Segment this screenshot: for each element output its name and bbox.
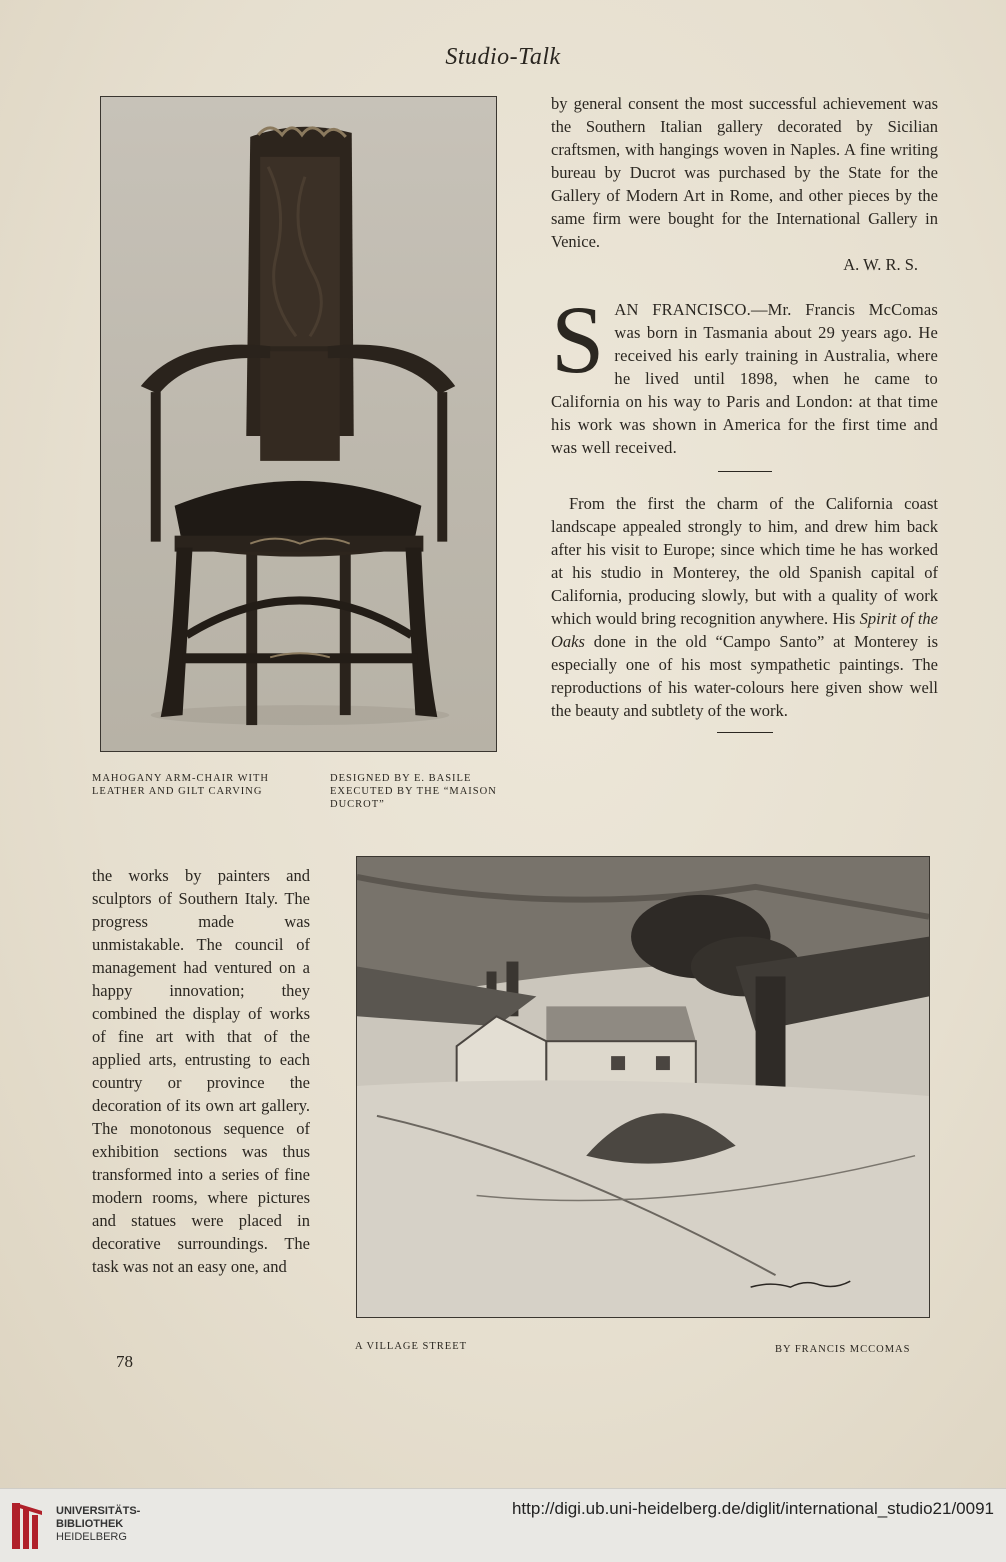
right-text-column [551,92,938,733]
chair-photograph [100,96,497,752]
san-francisco-section [551,286,938,459]
left-text-column [92,864,310,1278]
para-gallery: by general consent the most successful achievement was the Southern Italian gallery decorated by Sicilian craftsmen, with hangings woven in Naples. A fine writing bureau by Ducrot was purchased by the State for the Gallery of Modern Art in Rome, and other pieces by the same firm were bought for the International Gallery in Venice. [551,94,938,251]
closing-rule [717,732,773,733]
sketch-caption-left: A VILLAGE STREET [355,1341,468,1352]
author-signature: A. W. R. S. [843,255,918,274]
village-street-sketch [356,856,930,1318]
page-number: 78 [116,1352,133,1371]
heidelberg-library-logo-icon [12,1501,46,1551]
chair-caption-left: MAHOGANY ARM-CHAIR WITH LEATHER AND GILT CARVING [92,773,269,797]
section-rule [718,471,772,472]
sketch-caption-right: BY FRANCIS MCCOMAS [775,1344,911,1355]
source-url-link[interactable]: http://digi.ub.uni-heidelberg.de/diglit/international_studio21/0091 [511,1499,994,1518]
painting-title: Spirit of the Oaks [551,609,938,651]
library-footer [0,1488,1006,1562]
para-mccomas-intro: AN FRANCISCO.—Mr. Francis McComas was born in Tasmania about 29 years ago. He received his early training in Australia, where he lived until 1898, when he came to California on his way to Paris and London: at that time his work was shown in America for the first time and was well received. [551,300,938,457]
chair-caption-right: DESIGNED BY E. BASILE EXECUTED BY THE “MAISON DUCROT” [330,773,497,810]
signature-line [551,253,938,276]
library-name: UNIVERSITÄTS- BIBLIOTHEK HEIDELBERG [56,1505,141,1543]
running-head: Studio-Talk [445,44,561,70]
para-california: From the first the charm of the California coast landscape appealed strongly to him, and drew him back after his visit to Europe; since which time he has worked at his studio in Monterey, the old Spanish capital of California, producing slowly, but with a quality of work which would bring recognition anywhere. His Spirit of the Oaks done in the old “Campo Santo” at Monterey is especially one of his most sympathetic paintings. The reproductions of his water-colours here given show well the beauty and subtlety of the work. [551,494,938,720]
drop-cap: S [551,286,605,393]
para-southern-italy: the works by painters and sculptors of Southern Italy. The progress made was unmistakable. The council of management had ventured on a happy innovation; they combined the display of works of fine art with that of the applied arts, entrusting to each country or province the decoration of its own art gallery. The monotonous sequence of exhibition sections was thus transformed into a series of fine modern rooms, where pictures and statues were placed in decorative surroundings. The task was not an easy one, and [92,866,310,1276]
